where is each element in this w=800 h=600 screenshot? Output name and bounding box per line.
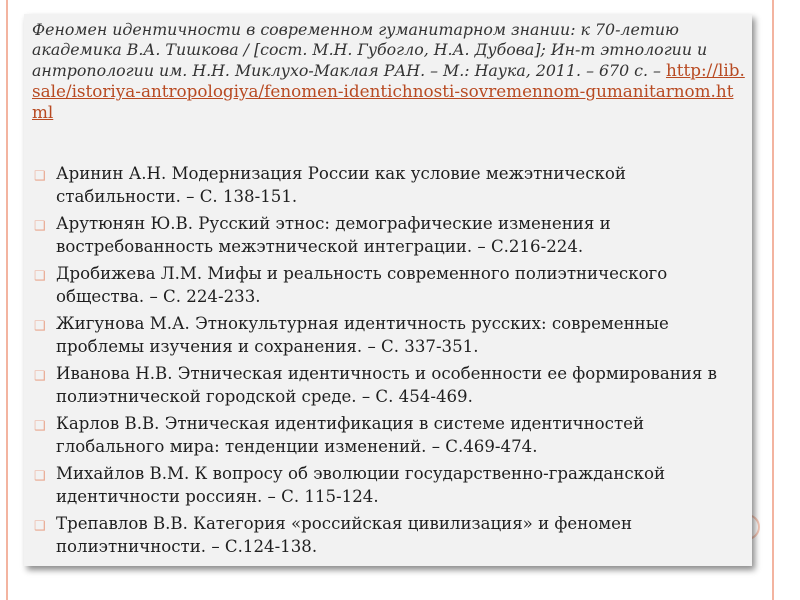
reference-text: Арутюнян Ю.В. Русский этнос: демографические изменения и востребованность межэтнической интеграции. – С.216-224. — [56, 214, 611, 256]
reference-text: Михайлов В.М. К вопросу об эволюции государственно-гражданской идентичности россиян. – С. 115-124. — [56, 464, 666, 506]
reference-item — [32, 212, 748, 258]
reference-text: Иванова Н.В. Этническая идентичность и особенности ее формирования в полиэтнической городской среде. – С. 454-469. — [56, 364, 717, 406]
reference-item — [32, 462, 748, 508]
source-citation — [32, 20, 746, 123]
reference-item — [32, 162, 748, 208]
reference-item — [32, 262, 748, 308]
right-decorative-line — [772, 0, 774, 600]
bullet-icon: ❑ — [34, 219, 46, 234]
left-decorative-line — [6, 0, 8, 600]
bullet-icon: ❑ — [34, 319, 46, 334]
bullet-icon: ❑ — [34, 419, 46, 434]
reference-item — [32, 312, 748, 358]
reference-text: Аринин А.Н. Модернизация России как условие межэтнической стабильности. – С. 138-151. — [56, 164, 626, 206]
reference-text: Карлов В.В. Этническая идентификация в системе идентичностей глобального мира: тенденции изменений. – С.469-474. — [56, 414, 645, 456]
bullet-icon: ❑ — [34, 169, 46, 184]
reference-list — [32, 162, 748, 562]
slide-panel — [24, 14, 752, 566]
bullet-icon: ❑ — [34, 269, 46, 284]
reference-text: Жигунова М.А. Этнокультурная идентичность русских: современные проблемы изучения и сохранения. – С. 337-351. — [56, 314, 669, 356]
bullet-icon: ❑ — [34, 369, 46, 384]
source-citation-text: Феномен идентичности в современном гуманитарном знании: к 70-летию академика В.А. Тишкова / [сост. М.Н. Губогло, Н.А. Дубова]; Ин-т этнологии и антропологии им. Н.Н. Миклухо-Маклая РАН. – М.: Наука, 2011. – 670 с. – — [32, 20, 708, 80]
reference-item — [32, 362, 748, 408]
reference-text: Дробижева Л.М. Мифы и реальность современного полиэтнического общества. – С. 224-233. — [56, 264, 668, 306]
reference-item — [32, 512, 748, 558]
reference-item — [32, 412, 748, 458]
source-link[interactable]: http://lib.sale/istoriya-antropologiya/fenomen-identichnosti-sovremennom-gumanitarnom.html — [32, 60, 745, 122]
bullet-icon: ❑ — [34, 519, 46, 534]
bullet-icon: ❑ — [34, 469, 46, 484]
reference-text: Трепавлов В.В. Категория «российская цивилизация» и феномен полиэтничности. – С.124-138. — [56, 514, 633, 556]
